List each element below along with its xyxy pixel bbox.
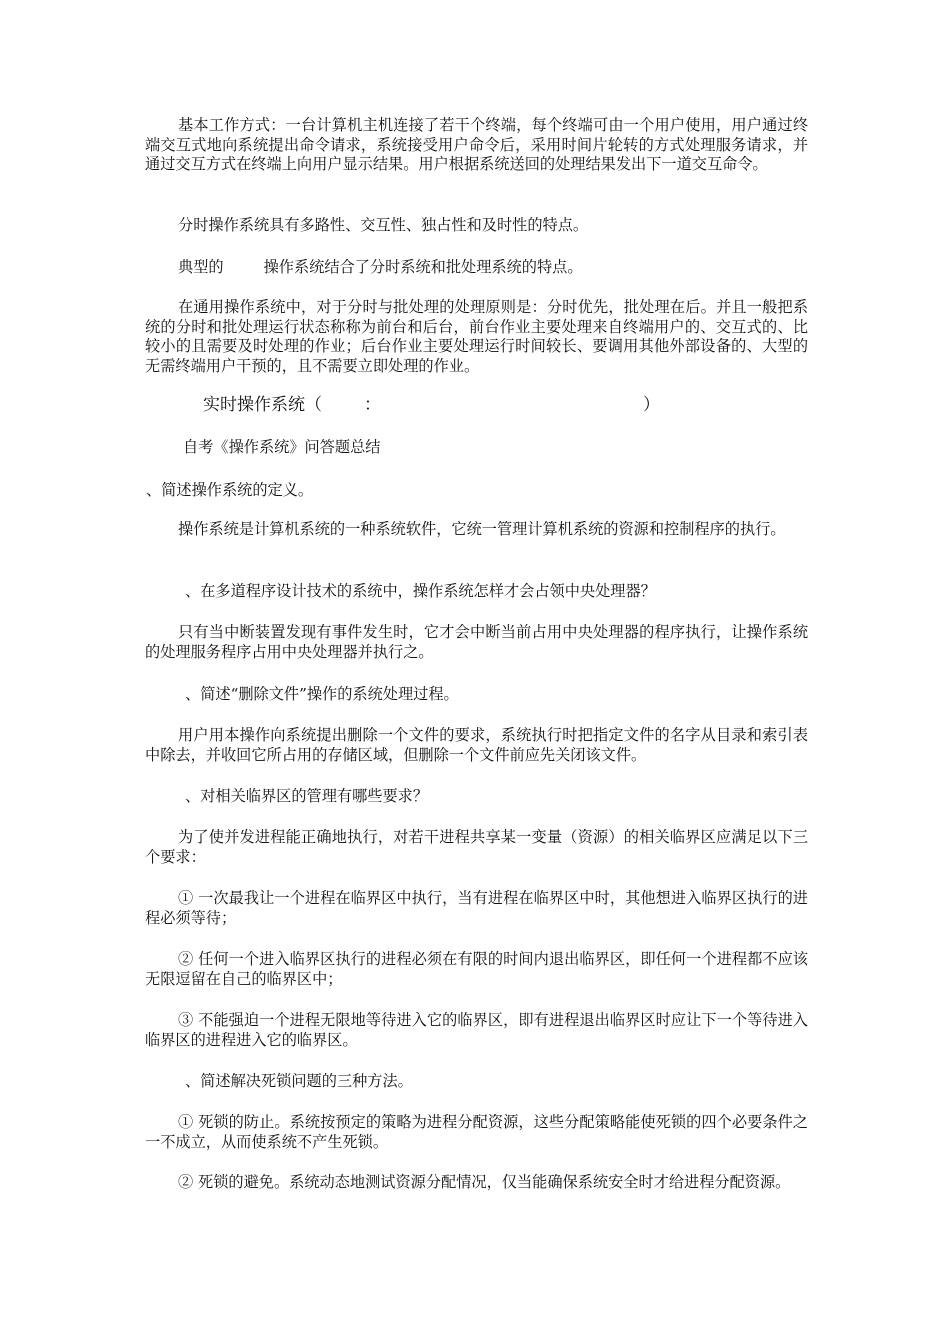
answer-1: 操作系统是计算机系统的一种系统软件，它统一管理计算机系统的资源和控制程序的执行。 bbox=[178, 520, 786, 538]
paragraph-typical-os bbox=[145, 258, 808, 278]
answer-5-item-2: ② 死锁的避免。系统动态地测试资源分配情况，仅当能确保系统安全时才给进程分配资源。 bbox=[178, 1173, 791, 1191]
question-1: 、简述操作系统的定义。 bbox=[146, 481, 314, 499]
answer-4-item-2: ② 任何一个进入临界区执行的进程必须在有限的时间内退出临界区，即任何一个进程都不应该无限逗留在自己的临界区中； bbox=[145, 950, 808, 988]
answer-3: 用户用本操作向系统提出删除一个文件的要求，系统执行时把指定文件的名字从目录和索引表中除去，并收回它所占用的存储区域，但删除一个文件前应先关闭该文件。 bbox=[145, 726, 808, 764]
realtime-colon: ： bbox=[364, 395, 381, 415]
answer-5-item-1: ① 死锁的防止。系统按预定的策略为进程分配资源，这些分配策略能使死锁的四个必要条件之一不成立，从而使系统不产生死锁。 bbox=[145, 1113, 808, 1151]
question-5: 、简述解决死锁问题的三种方法。 bbox=[185, 1072, 413, 1090]
paragraph-timesharing-features: 分时操作系统具有多路性、交互性、独占性和及时性的特点。 bbox=[178, 216, 589, 234]
section-heading: 自考《操作系统》问答题总结 bbox=[183, 438, 381, 456]
answer-4-item-3: ③ 不能强迫一个进程无限地等待进入它的临界区，即有进程退出临界区时应让下一个等待进入临界区的进程进入它的临界区。 bbox=[145, 1011, 808, 1049]
typical-prefix: 典型的 bbox=[178, 258, 224, 276]
typical-suffix: 操作系统结合了分时系统和批处理系统的特点。 bbox=[263, 258, 583, 276]
answer-2: 只有当中断装置发现有事件发生时，它才会中断当前占用中央处理器的程序执行，让操作系统的处理服务程序占用中央处理器并执行之。 bbox=[145, 623, 808, 661]
answer-4-item-1: ① 一次最我让一个进程在临界区中执行，当有进程在临界区中时，其他想进入临界区执行的进程必须等待； bbox=[145, 889, 808, 927]
question-2: 、在多道程序设计技术的系统中，操作系统怎样才会占领中央处理器？ bbox=[185, 582, 656, 600]
question-4: 、对相关临界区的管理有哪些要求？ bbox=[185, 787, 428, 805]
answer-4: 为了使并发进程能正确地执行，对若干进程共享某一变量（资源）的相关临界区应满足以下三个要求： bbox=[145, 828, 808, 866]
question-3: 、简述“删除文件”操作的系统处理过程。 bbox=[185, 685, 459, 703]
paragraph-general-os: 在通用操作系统中，对于分时与批处理的处理原则是：分时优先，批处理在后。并且一般把系统的分时和批处理运行状态称称为前台和后台，前台作业主要处理来自终端用户的、交互式的、比较小的且需要及时处理的作业；后台作业主要处理运行时间较长、要调用其他外部设备的、大型的无需终端用户干预的，且不需要立即处理的作业。 bbox=[145, 298, 808, 375]
paragraph-working-mode: 基本工作方式：一台计算机主机连接了若干个终端，每个终端可由一个用户使用，用户通过终端交互式地向系统提出命令请求，系统接受用户命令后，采用时间片轮转的方式处理服务请求，并通过交互方式在终端上向用户显示结果。用户根据系统送回的处理结果发出下一道交互命令。 bbox=[145, 116, 808, 173]
realtime-os-title bbox=[203, 394, 660, 416]
realtime-close-paren: ） bbox=[643, 395, 660, 415]
realtime-title-text: 实时操作系统（ bbox=[203, 395, 322, 415]
